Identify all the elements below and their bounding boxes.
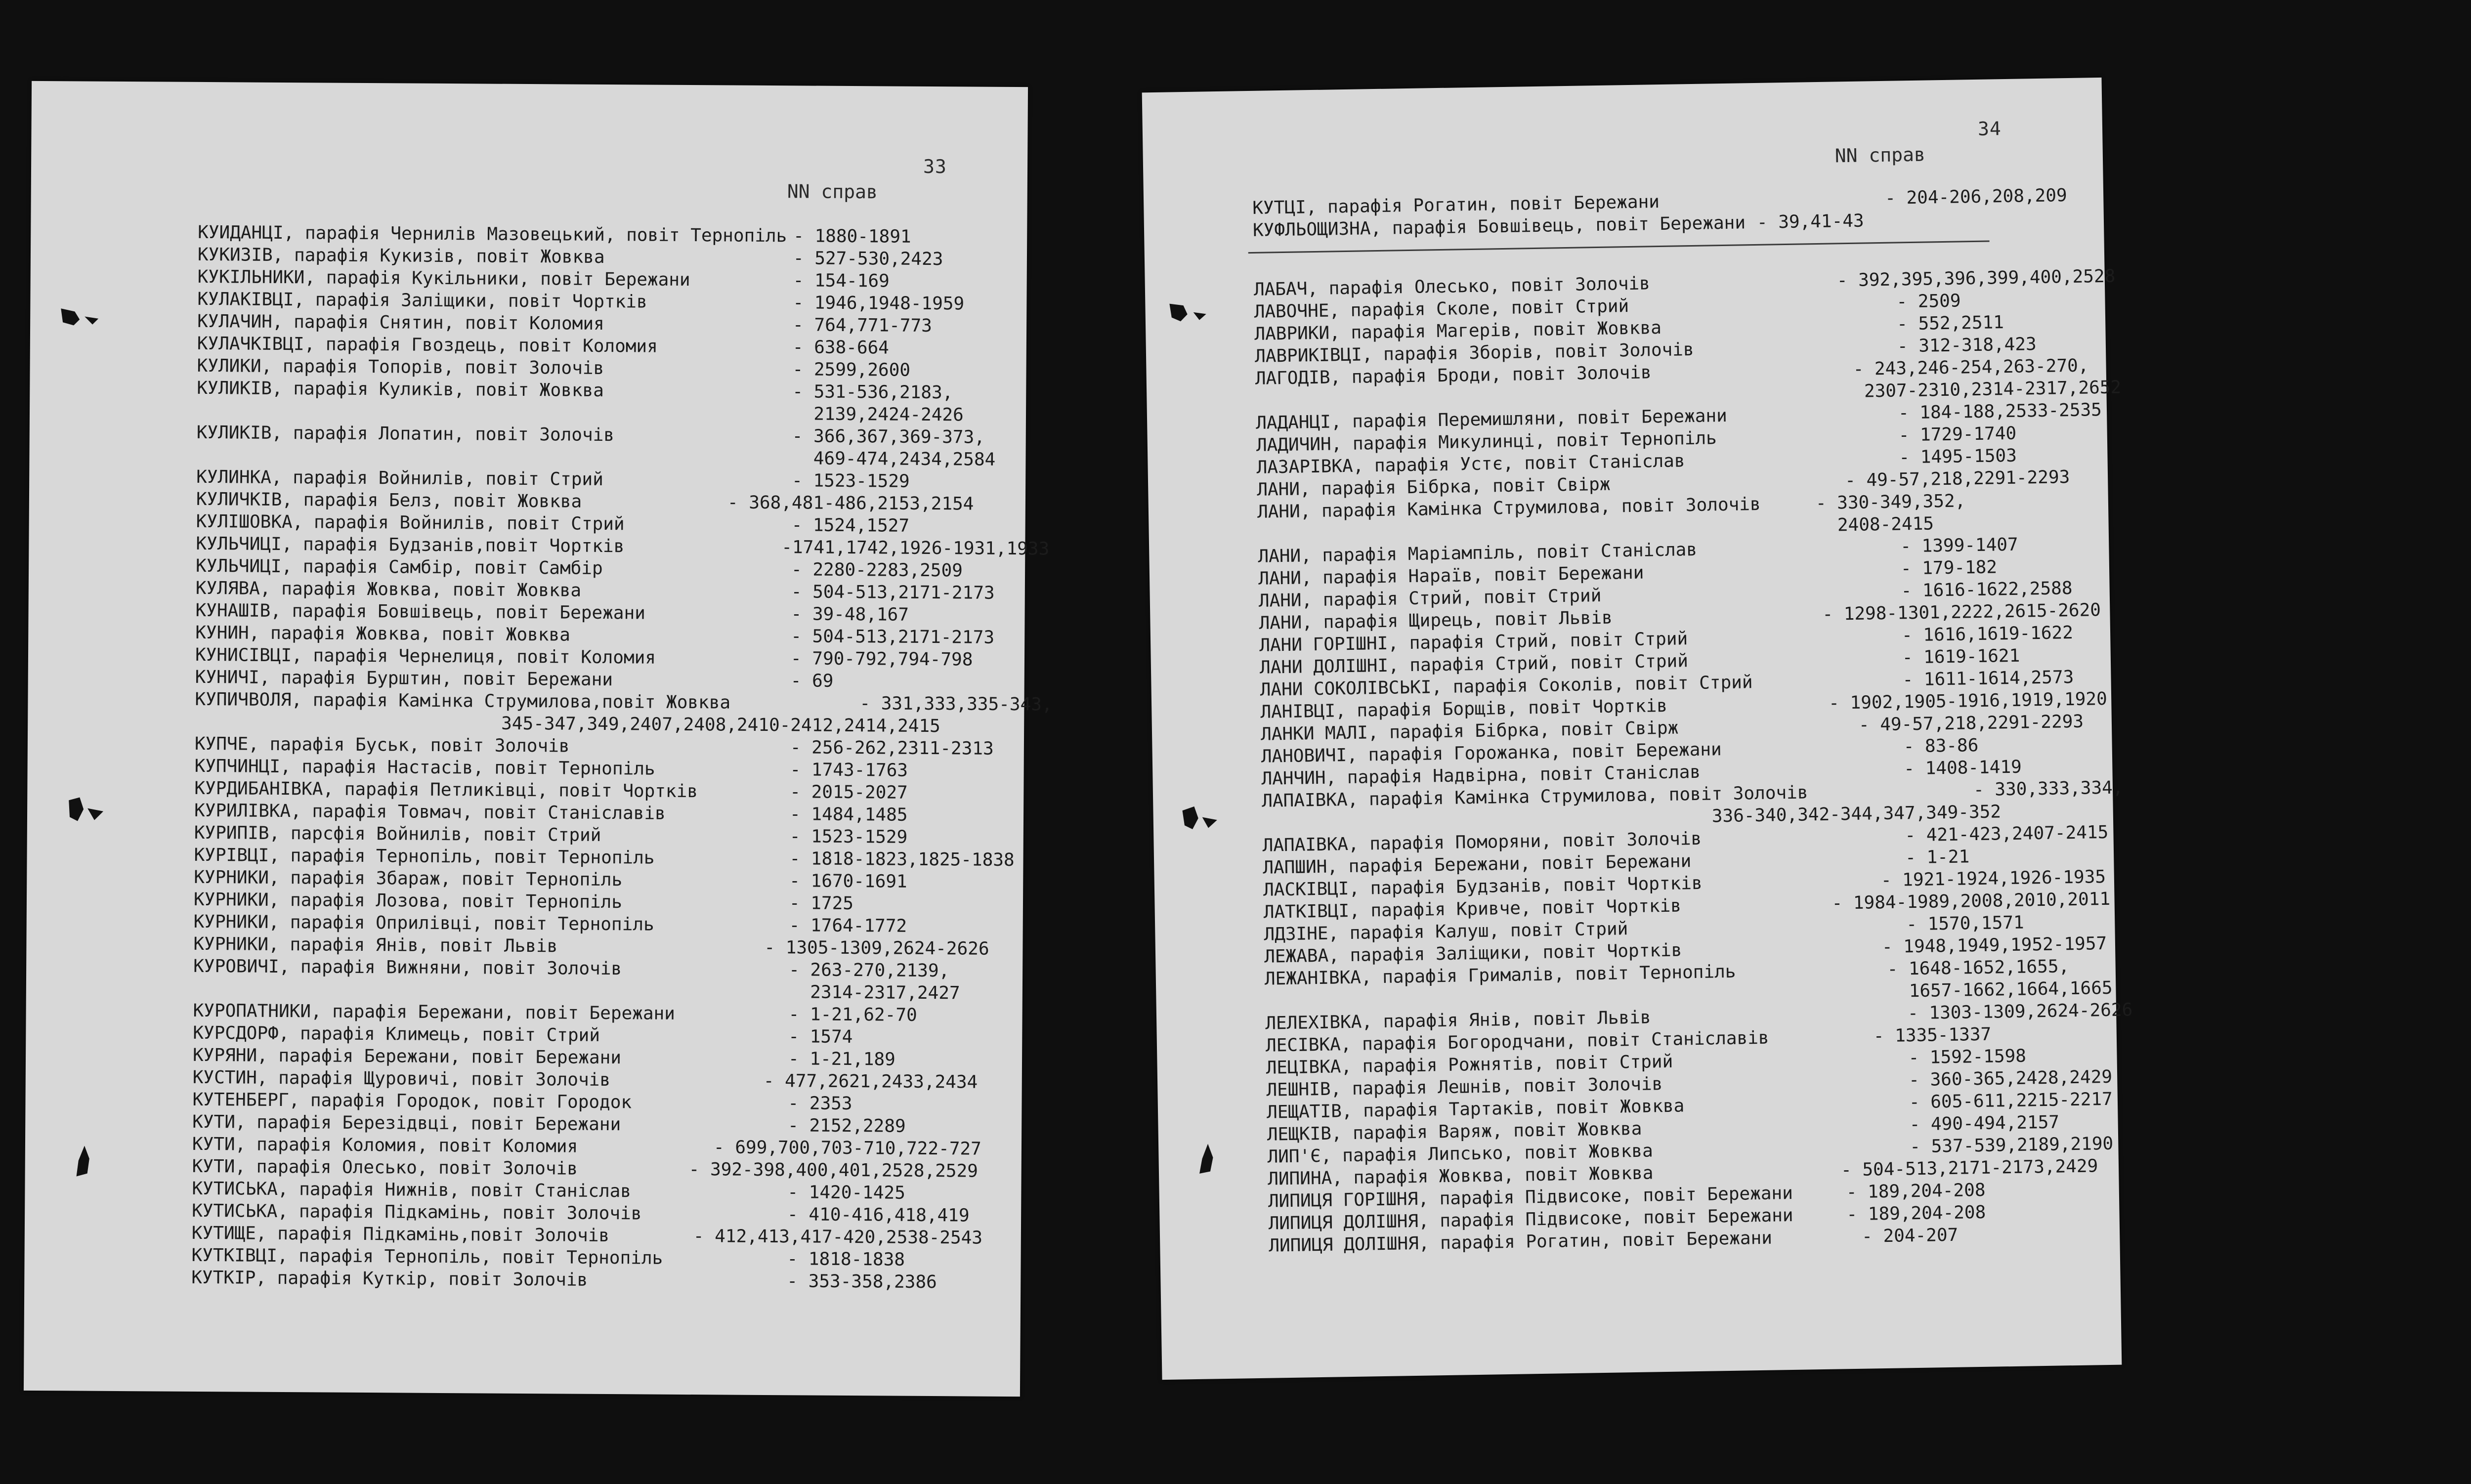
entry-case-numbers: - 2509 [1896,291,1961,312]
entry-case-numbers: - 189,204-208 [1846,1202,1986,1225]
entry-name: КУНИЧІ, парафія Бурштин, повіт Бережани [195,667,613,690]
entry-case-numbers: - 1-21 [1905,847,1970,868]
entry-case-numbers: - 504-513,2171-2173 [791,626,995,648]
entry-case-numbers: - 1743-1763 [790,760,908,781]
entry-case-numbers: - 69 [790,671,834,691]
page-number: 33 [923,155,947,178]
entry-case-numbers: - 504-513,2171-2173 [791,582,995,603]
entry-name: ЛАПАІВКА, парафія Поморяни, повіт Золочів [1262,828,1702,856]
entry-case-numbers: - 605-611,2215-2217 [1909,1089,2113,1113]
entry-name: ЛИПИЦЯ ДОЛІШНЯ, парафія Підвисоке, повіт Бережани [1268,1205,1793,1234]
entry-case-numbers: - 1305-1309,2624-2626 [764,937,989,959]
entry-case-numbers: - 204-207 [1861,1225,1959,1247]
entry-case-numbers: - 1670-1691 [789,871,907,892]
page-number: 34 [1977,118,2002,140]
entry-name: ЛАНИ, парафія Нараїв, повіт Бережани [1258,562,1644,589]
entry-name: ЛАТКІВЦІ, парафія Кривче, повіт Чортків [1263,895,1682,923]
entry-case-numbers: - 1818-1823,1825-1838 [789,848,1015,871]
entry-name: КУТКІР, парафія Куткір, повіт Золочів [191,1267,588,1290]
entry-case-numbers: - 39-48,167 [791,604,909,625]
entry-name: ЛАНКИ МАЛІ, парафія Бібрка, повіт Свірж [1260,718,1679,745]
punch-hole-mark [60,304,94,327]
entry-case-numbers: - 184-188,2533-2535 [1898,399,2102,424]
entry-case-numbers: - 790-792,794-798 [790,648,973,670]
entry-name: КУРИПІВ, парсфія Войнилів, повіт Стрий [194,822,601,846]
entry-name: ЛАДИЧИН, парафія Микулинці, повіт Тернопіль [1256,428,1717,456]
entry-case-numbers: - 1399-1407 [1900,534,2018,557]
entry-case-numbers: - 1420-1425 [787,1182,905,1203]
entry-case-numbers: - 1946,1948-1959 [793,293,965,314]
entry-name: ЛАНИ, парафія Камінка Струмилова, повіт Золочів [1257,494,1761,522]
entry-case-numbers: - 1-21,189 [788,1049,895,1070]
entry-name: КУКИЗІВ, парафія Кукизів, повіт Жовква [197,244,605,267]
entry-name: КУЛАЧКІВЦІ, парафія Гвоздець, повіт Коломия [197,333,658,357]
entry-name: КУЛАКІВЦІ, парафія Заліщики, повіт Чортків [197,289,647,312]
entry-case-numbers: - 2152,2289 [788,1115,906,1137]
entry-case-numbers: - 1484,1485 [789,804,908,825]
entry-name: ЛИП'Є, парафія Липсько, повіт Жовква [1267,1141,1654,1167]
punch-hole-mark [70,1144,104,1166]
entry-name: ЛЕСІВКА, парафія Богородчани, повіт Станіславів [1265,1027,1769,1056]
entry-case-numbers: - 330-349,352, 2408-2415 [1815,491,1966,536]
entry-name: ЛЕШНІВ, парафія Лешнів, повіт Золочів [1266,1074,1663,1101]
entry-name: ЛАЗАРІВКА, парафія Устє, повіт Станіслав [1256,451,1685,478]
entry-name: ЛЕЖАНІВКА, парафія Грималів, повіт Тернопіль [1264,961,1736,989]
entry-name: ЛАНИ, парафія Стрий, повіт Стрий [1258,585,1602,611]
entry-name: ЛАПАІВКА, парафія Камінка Струмилова, повіт Золочів [1261,782,1808,811]
entry-name: КУСТИН, парафія Щуровичі, повіт Золочів [192,1067,611,1091]
entry-case-numbers: - 537-539,2189,2190 [1910,1133,2114,1157]
section-divider [1248,241,1990,254]
entry-case-numbers: - 1616-1622,2588 [1901,578,2073,601]
entry-case-numbers: - 330,333,334, 336-340,342-344,347,349-352 [1711,777,2124,827]
entry-name: КУЛЬЧИЦІ, парафія Будзанів,повіт Чортків [196,533,625,557]
entry-name: ЛАНЧИН, парафія Надвірна, повіт Станіслав [1261,762,1701,789]
entry-name: ЛДЗІНЕ, парафія Калуш, повіт Стрий [1264,919,1628,945]
entry-name: ЛЕЩКІВ, парафія Варяж, повіт Жовква [1267,1118,1642,1145]
entry-name: КУНИСІВЦІ, парафія Чернелиця, повіт Коломия [195,644,656,668]
entry-name: ЛАБАЧ, парафія Олесько, повіт Золочів [1253,273,1651,300]
entry-name: КУЛИКІВ, парафія Куликів, повіт Жовква [197,378,604,401]
entry-case-numbers: - 1592-1598 [1908,1046,2027,1068]
entry-case-numbers: - 477,2621,2433,2434 [763,1070,978,1093]
entry-case-numbers: - 552,2511 [1896,312,2004,335]
entry-name: ЛАПШИН, парафія Бережани, повіт Бережани [1263,851,1692,878]
entry-case-numbers: -1741,1742,1926-1931,1933 [781,537,1050,559]
entry-name: КУПЧИНЦІ, парафія Настасів, повіт Тернопіль [194,756,655,779]
entry-name: ЛАНИ ГОРІШНІ, парафія Стрий, повіт Стрий [1259,629,1688,656]
entry-name: КУТИ, парафія Олесько, повіт Золочів [192,1156,578,1179]
entry-case-numbers: - 2599,2600 [792,359,911,381]
entry-name: КУПЧЕ, парафія Буськ, повіт Золочів [194,733,570,757]
entry-name: КУЛИЧКІВ, парафія Белз, повіт Жовква [196,489,582,512]
column-header: NN справ [787,180,878,203]
entry-name: КУРЯНИ, парафія Бережани, повіт Бережани [192,1045,622,1068]
entry-name: ЛАВОЧНЕ, парафія Сколе, повіт Стрий [1254,296,1629,322]
entry-case-numbers: - 1619-1621 [1902,645,2020,668]
list-item [195,688,1053,738]
entry-name: КУЛЬЧИЦІ, парафія Самбір, повіт Самбір [195,555,603,579]
column-header: NN справ [1834,143,1926,167]
entry-name: КУИДАНЦІ, парафія Чернилів Мазовецький, повіт Тернопіль [198,222,787,247]
entry-name: КУРИЛІВКА, парафія Товмач, повіт Станіславів [194,800,666,824]
entry-case-numbers: - 1948,1949,1952-1957 [1881,933,2107,958]
entry-name: КУРНИКИ, парафія Лозова, повіт Тернопіль [193,889,623,913]
entry-case-numbers: - 1764-1772 [789,915,907,936]
entry-case-numbers: - 764,771-773 [792,315,933,337]
entry-case-numbers: - 531-536,2183, 2139,2424-2426 [792,382,964,425]
entry-name: КУТИЩЕ, парафія Підкамінь,повіт Золочів [191,1223,610,1246]
entry-case-numbers: - 360-365,2428,2429 [1908,1066,2113,1091]
right-page [1142,78,2133,1380]
entry-name: КУЛИНКА, парафія Войнилів, повіт Стрий [196,466,603,490]
entry-case-numbers: - 2280-2283,2509 [791,559,963,581]
entry-case-numbers: - 49-57,218,2291-2293 [1858,711,2084,735]
punch-hole-mark [1192,1142,1227,1165]
entry-case-numbers: - 1818-1838 [787,1249,905,1270]
entry-list [1253,265,2133,1257]
entry-case-numbers: - 179-182 [1900,557,1998,579]
entry-name: ЛИПИНА, парафія Жовква, повіт Жовква [1267,1163,1654,1189]
entry-name: КУРНИКИ, парафія Оприлівці, повіт Тернопіль [193,911,654,935]
entry-case-numbers: - 412,413,417-420,2538-2543 [693,1226,983,1248]
entry-name: КУРНИКИ, парафія Янів, повіт Львів [193,933,558,957]
entry-name: ЛАНИ, парафія Маріампіль, повіт Станіслав [1258,539,1698,567]
entry-name: ЛАНИ, парафія Щирець, повіт Львів [1259,607,1613,634]
entry-case-numbers: - 1523-1529 [789,826,908,848]
entry-name: КУЛЯВА, парафія Жовква, повіт Жовква [195,578,582,601]
entry-case-numbers: - 1921-1924,1926-1935 [1880,866,2106,891]
entry-case-numbers: - 263-270,2139, 2314-2317,2427 [788,960,960,1004]
entry-name: КУТИСЬКА, парафія Нижнів, повіт Станіслав [192,1178,632,1202]
entry-name: ЛАВРИКІВЦІ, парафія Зборів, повіт Золочів [1254,339,1694,367]
entry-name: КУРНИКИ, парафія Збараж, повіт Тернопіль [194,867,623,890]
punch-hole-mark [67,795,101,818]
entry-name: ЛАВРИКИ, парафія Магерів, повіт Жовква [1254,317,1662,344]
entry-case-numbers: - 392-398,400,401,2528,2529 [688,1159,978,1182]
entry-case-numbers: - 1648-1652,1655, 1657-1662,1664,1665 [1887,956,2113,1002]
entry-case-numbers: - 331,333,335-343, 345-347,349,2407,2408,2410-2412,2414,2415 [501,693,1053,737]
entry-name: КУТКІВЦІ, парафія Тернопіль, повіт Тернопіль [191,1245,663,1269]
entry-case-numbers: - 1729-1740 [1898,423,2017,446]
list-item [193,955,1024,1005]
entry-name: КУТИСЬКА, парафія Підкамінь, повіт Золочів [192,1200,642,1224]
entry-case-numbers: - 1725 [789,893,854,914]
entry-case-numbers: - 1902,1905-1916,1919,1920 [1828,688,2108,714]
entry-case-numbers: - 527-530,2423 [793,248,943,270]
entry-name: КУФЛЬОЩИЗНА, парафія Бовшівець, повіт Бережани [1252,212,1746,241]
entry-name: КУЛІШОВКА, парафія Войнилів, повіт Стрий [196,511,625,535]
entry-name: КУРСДОРФ, парафія Климець, повіт Стрий [193,1022,600,1046]
entry-case-numbers: - 256-262,2311-2313 [790,737,994,759]
entry-case-numbers: - 1303-1309,2624-2626 [1907,1000,2133,1024]
entry-name: ЛАСКІВЦІ, парафія Будзанів, повіт Чортків [1263,873,1703,900]
entry-case-numbers: - 368,481-486,2153,2154 [727,492,974,514]
entry-name: КУРОПАТНИКИ, парафія Бережани, повіт Бережани [193,1000,676,1024]
entry-case-numbers: - 392,395,396,399,400,2528 [1836,266,2116,291]
entry-name: ЛИПИЦЯ ДОЛІШНЯ, парафія Рогатин, повіт Бережани [1269,1228,1773,1256]
entry-name: КУЛИКІВ, парафія Лопатин, повіт Золочів [196,422,615,446]
entry-case-numbers: - 1570,1571 [1906,912,2025,935]
entry-case-numbers: - 421-423,2407-2415 [1905,822,2109,846]
entry-name: КУТЦІ, парафія Рогатин, повіт Бережани [1252,191,1660,218]
entry-name: КУРДИБАНІВКА, парафія Петликівці, повіт Чортків [194,778,698,802]
entry-case-numbers: - 1298-1301,2222,2615-2620 [1822,600,2101,625]
entry-case-numbers: - 1523-1529 [792,470,910,492]
entry-case-numbers: - 699,700,703-710,722-727 [713,1137,981,1159]
entry-case-numbers: - 1574 [788,1026,853,1048]
entry-case-numbers: - 1984-1989,2008,2010,2011 [1832,889,2111,914]
list-item [196,422,1027,471]
entry-name: ЛАНОВИЧІ, парафія Горожанка, повіт Бережани [1261,739,1722,767]
entry-name: ЛАНІВЦІ, парафія Борщів, повіт Чортків [1260,695,1668,722]
entry-case-numbers: - 1524,1527 [791,515,910,536]
punch-hole-mark [1167,299,1202,323]
entry-case-numbers: - 504-513,2171-2173,2429 [1840,1156,2098,1181]
entry-case-numbers: - 2015-2027 [790,782,908,803]
entry-case-numbers: - 1335-1337 [1873,1024,1992,1047]
entry-case-numbers: - 49-57,218,2291-2293 [1844,467,2070,491]
entry-name: КУНАШІВ, парафія Бовшівець, повіт Бережани [195,600,645,624]
entry-list [191,221,1053,1294]
entry-case-numbers: - 353-358,2386 [787,1271,937,1293]
entry-case-numbers: - 1495-1503 [1899,445,2017,468]
entry-case-numbers: - 366,367,369-373, 469-474,2434,2584 [792,426,996,470]
list-item [191,1267,1022,1294]
punch-hole-mark [1180,803,1215,826]
entry-name: ЛАНИ СОКОЛІВСЬКІ, парафія Соколів, повіт Стрий [1260,672,1753,700]
entry-case-numbers: - 1-21,62-70 [788,1004,917,1025]
entry-name: КУРОВИЧІ, парафія Вижняни, повіт Золочів [193,956,622,979]
entry-name: КУПИЧВОЛЯ, парафія Камінка Струмилова,повіт Жовква [195,689,731,713]
entry-case-numbers: - 243,246-254,263-270, 2307-2310,2314-2317,2652 [1853,355,2122,402]
entry-name: КУЛАЧИН, парафія Снятин, повіт Коломия [197,311,604,334]
entry-name: ЛАГОДІВ, парафія Броди, повіт Золочів [1255,362,1652,389]
entry-name: ЛЕЦІВКА, парафія Рожнятів, повіт Стрий [1266,1051,1673,1078]
list-item [197,377,1027,426]
entry-case-numbers: - 638-664 [792,337,890,358]
entry-name: ЛАДАНЦІ, парафія Перемишляни, повіт Бережани [1255,405,1728,433]
entry-name: КУНИН, парафія Жовква, повіт Жовква [195,622,571,645]
entry-case-numbers: - 39,41-43 [1756,211,1864,233]
entry-case-numbers: - 204-206,208,209 [1884,185,2067,209]
entry-name: КУКІЛЬНИКИ, парафія Кукільники, повіт Бережани [197,266,690,291]
entry-name: КУЛИКИ, парафія Топорів, повіт Золочів [197,355,604,379]
entry-list-top [1252,184,2093,242]
entry-case-numbers: - 83-86 [1903,735,1979,757]
entry-case-numbers: - 154-169 [793,270,890,292]
entry-name: КУРІВЦІ, парафія Тернопіль, повіт Тернопіль [194,845,655,868]
entry-name: ЛАНИ ДОЛІШНІ, парафія Стрий, повіт Стрий [1259,651,1689,678]
entry-name: КУТИ, парафія Коломия, повіт Коломия [192,1134,578,1157]
entry-name: ЛЕЖАВА, парафія Заліщики, повіт Чортків [1264,940,1682,967]
entry-name: ЛЕЛЕХІВКА, парафія Янів, повіт Львів [1265,1007,1651,1034]
entry-case-numbers: - 490-494,2157 [1909,1112,2060,1135]
entry-case-numbers: - 1880-1891 [793,226,911,247]
entry-name: КУТЕНБЕРГ, парафія Городок, повіт Городок [192,1089,632,1113]
entry-name: КУТИ, парафія Березідвці, повіт Бережани [192,1111,621,1135]
entry-name: ЛЕЩАТІВ, парафія Тартаків, повіт Жовква [1266,1096,1685,1123]
entry-name: ЛАНИ, парафія Бібрка, повіт Свірж [1256,474,1611,500]
entry-case-numbers: - 410-416,418,419 [787,1204,970,1226]
entry-case-numbers: - 2353 [788,1093,852,1114]
entry-case-numbers: - 1408-1419 [1904,757,2022,779]
entry-case-numbers: - 1616,1619-1622 [1901,622,2074,646]
entry-case-numbers: - 1611-1614,2573 [1902,667,2074,690]
entry-name: ЛИПИЦЯ ГОРІШНЯ, парафія Підвисоке, повіт Бережани [1268,1183,1793,1212]
entry-case-numbers: - 312-318,423 [1897,334,2037,357]
entry-case-numbers: - 189,204-208 [1846,1180,1986,1203]
left-page [24,81,1053,1397]
